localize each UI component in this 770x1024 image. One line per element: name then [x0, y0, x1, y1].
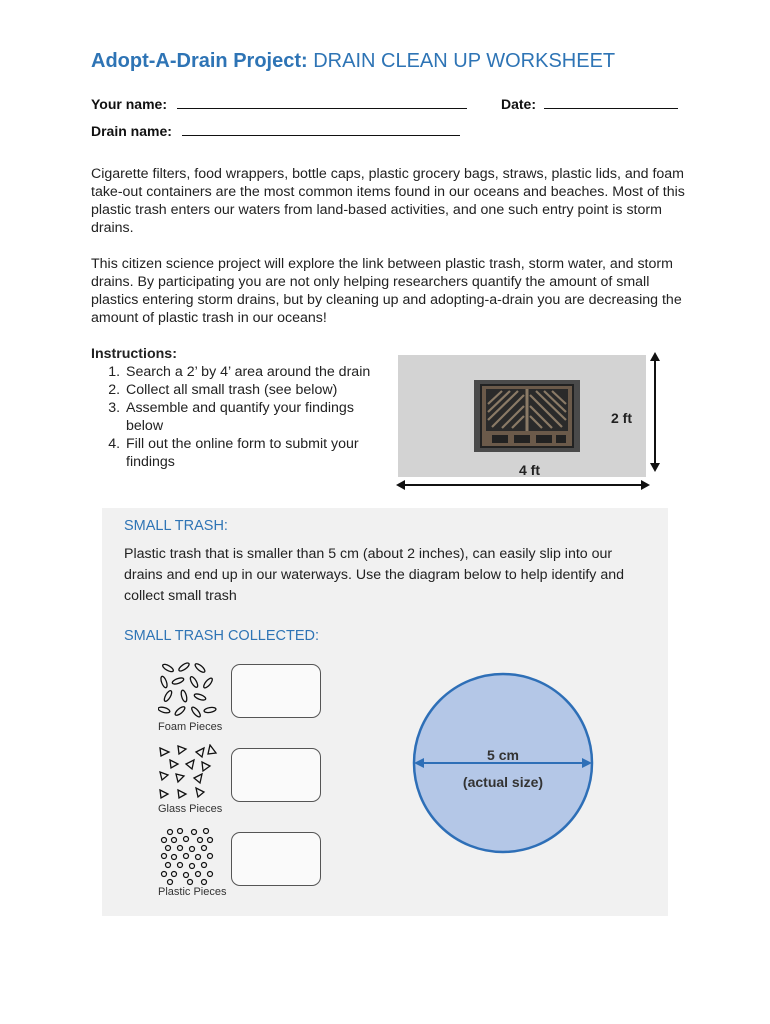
your-name-line[interactable]: [177, 94, 467, 109]
height-arrow: [645, 352, 665, 472]
circle-note: (actual size): [462, 774, 544, 790]
foam-pieces-count-box[interactable]: [231, 664, 321, 718]
instruction-step: 3. Assemble and quantify your findings below: [124, 399, 391, 435]
plastic-pieces-icon: [160, 828, 216, 886]
your-name-label: Your name:: [91, 96, 167, 112]
date-label: Date:: [501, 96, 537, 112]
small-trash-collected-heading: SMALL TRASH COLLECTED:: [124, 628, 319, 644]
instructions-heading: Instructions:: [91, 346, 177, 362]
intro-paragraph-2: This citizen science project will explore the link between plastic trash, storm water, and storm drains. By participating you are not only helping researchers quantify the amount of small plastics entering storm drains, but by cleaning up and adopting-a-drain you are decreasing the amount of plastic trash in our oceans!: [91, 256, 682, 326]
glass-pieces-icon: [158, 744, 220, 804]
small-trash-heading: SMALL TRASH:: [124, 518, 228, 534]
title-bold: Adopt-A-Drain Project:: [91, 50, 308, 72]
instruction-step: 1. Search a 2’ by 4’ area around the drain: [124, 363, 391, 381]
instructions: [91, 345, 391, 471]
your-name-field[interactable]: [91, 94, 467, 112]
instruction-step: 4. Fill out the online form to submit your findings: [124, 435, 391, 471]
foam-pieces-icon: [158, 660, 220, 722]
plastic-pieces-label: Plastic Pieces: [158, 886, 227, 898]
width-arrow: [396, 476, 650, 494]
title-rest: DRAIN CLEAN UP WORKSHEET: [313, 50, 616, 72]
drain-name-line[interactable]: [182, 121, 460, 136]
five-cm-circle: [412, 672, 594, 854]
date-field[interactable]: [501, 94, 678, 112]
page-title: [91, 50, 615, 73]
intro-paragraph-1: Cigarette filters, food wrappers, bottle caps, plastic grocery bags, straws, plastic lids, and foam take-out containers are the most common items found in our oceans and beaches. Most of this plastic trash enters our waters from land-based activities, and one such entry point is storm drains.: [91, 166, 685, 236]
glass-pieces-count-box[interactable]: [231, 748, 321, 802]
height-label: 2 ft: [611, 410, 632, 426]
small-trash-text: Plastic trash that is smaller than 5 cm (about 2 inches), can easily slip into our drains and end up in our waterways. Use the diagram below to help identify and collect small trash: [124, 546, 625, 604]
width-label: 4 ft: [519, 462, 540, 478]
grate-drawing: [474, 380, 580, 452]
storm-drain-grate-image: [474, 380, 580, 452]
date-line[interactable]: [544, 94, 678, 109]
drain-name-field[interactable]: [91, 121, 460, 139]
instruction-step: 2. Collect all small trash (see below): [124, 381, 391, 399]
drain-name-label: Drain name:: [91, 123, 172, 139]
instructions-list: [91, 363, 391, 471]
foam-pieces-label: Foam Pieces: [158, 721, 223, 733]
glass-pieces-label: Glass Pieces: [158, 803, 223, 815]
circle-size-label: 5 cm: [487, 747, 519, 763]
plastic-pieces-count-box[interactable]: [231, 832, 321, 886]
